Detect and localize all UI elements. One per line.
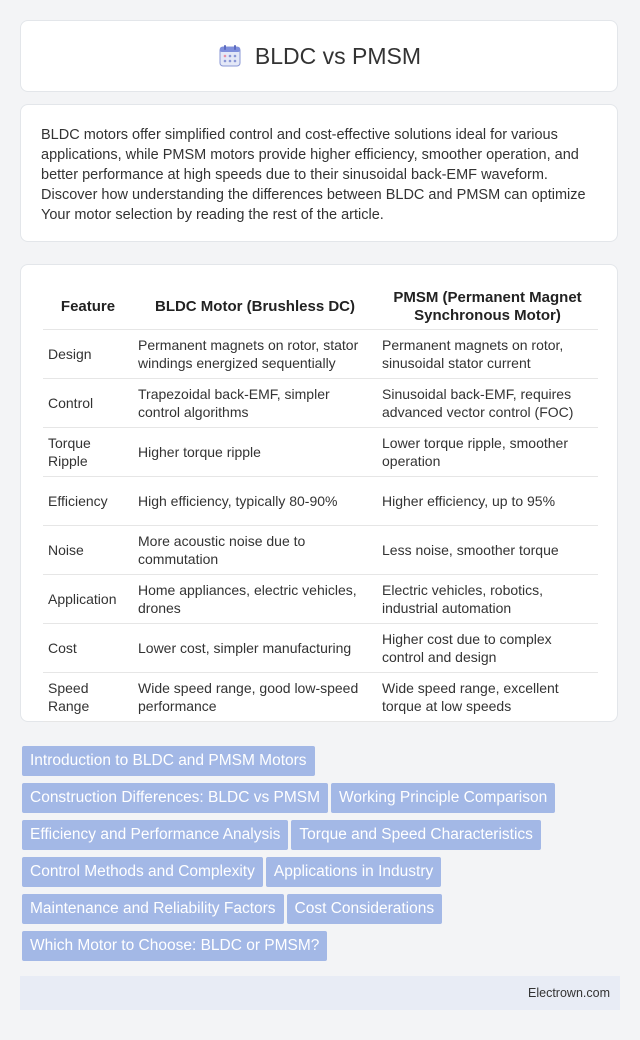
table-cell: Permanent magnets on rotor, stator windings energized sequentially: [133, 330, 377, 379]
topic-tag-link[interactable]: Which Motor to Choose: BLDC or PMSM?: [22, 931, 327, 961]
table-cell: Electric vehicles, robotics, industrial automation: [377, 575, 598, 624]
table-cell: Trapezoidal back-EMF, simpler control algorithms: [133, 379, 377, 428]
table-cell: Speed Range: [43, 673, 133, 722]
table-header-cell: BLDC Motor (Brushless DC): [133, 283, 377, 330]
footer-source: Electrown.com: [528, 986, 610, 1000]
table-cell: Application: [43, 575, 133, 624]
table-row: [43, 624, 598, 673]
table-cell: Design: [43, 330, 133, 379]
topic-tag-link[interactable]: Construction Differences: BLDC vs PMSM: [22, 783, 328, 813]
table-cell: Control: [43, 379, 133, 428]
table-row: [43, 330, 598, 379]
topic-tag-link[interactable]: Torque and Speed Characteristics: [291, 820, 541, 850]
table-cell: Sinusoidal back-EMF, requires advanced vector control (FOC): [377, 379, 598, 428]
intro-text: BLDC motors offer simplified control and cost-effective solutions ideal for various applications, while PMSM motors provide higher efficiency, smoother operation, and better performance at high speeds due to their sinusoidal back-EMF waveform. Discover how understanding the differences between BLDC and PMSM can optimize Your motor selection by reading the rest of the article.: [41, 127, 586, 223]
table-cell: Lower cost, simpler manufacturing: [133, 624, 377, 673]
table-cell: Lower torque ripple, smoother operation: [377, 428, 598, 477]
topic-tag-link[interactable]: Control Methods and Complexity: [22, 857, 263, 887]
table-header-cell: PMSM (Permanent Magnet Synchronous Motor): [377, 283, 598, 330]
table-row: [43, 428, 598, 477]
topic-tags: [22, 746, 622, 968]
table-cell: High efficiency, typically 80-90%: [133, 477, 377, 526]
table-row: [43, 477, 598, 526]
table-cell: Higher torque ripple: [133, 428, 377, 477]
comparison-table-card: [20, 264, 618, 722]
calendar-icon: [217, 43, 243, 69]
table-cell: Wide speed range, excellent torque at low speeds: [377, 673, 598, 722]
table-cell: Permanent magnets on rotor, sinusoidal stator current: [377, 330, 598, 379]
header-card: [20, 20, 618, 92]
page-title: BLDC vs PMSM: [254, 42, 422, 69]
table-cell: Noise: [43, 526, 133, 575]
table-row: [43, 673, 598, 722]
table-row: [43, 526, 598, 575]
table-cell: Torque Ripple: [43, 428, 133, 477]
topic-tag-link[interactable]: Cost Considerations: [287, 894, 443, 924]
topic-tag-link[interactable]: Applications in Industry: [266, 857, 441, 887]
table-cell: More acoustic noise due to commutation: [133, 526, 377, 575]
footer: [20, 976, 620, 1010]
table-row: [43, 575, 598, 624]
table-cell: Higher cost due to complex control and design: [377, 624, 598, 673]
table-cell: Higher efficiency, up to 95%: [377, 477, 598, 526]
table-cell: Home appliances, electric vehicles, drones: [133, 575, 377, 624]
table-cell: Cost: [43, 624, 133, 673]
topic-tag-link[interactable]: Efficiency and Performance Analysis: [22, 820, 288, 850]
table-row: [43, 379, 598, 428]
table-cell: Less noise, smoother torque: [377, 526, 598, 575]
topic-tag-link[interactable]: Maintenance and Reliability Factors: [22, 894, 284, 924]
topic-tag-link[interactable]: Introduction to BLDC and PMSM Motors: [22, 746, 315, 776]
table-header-row: [43, 283, 598, 330]
table-header-cell: Feature: [43, 283, 133, 330]
intro-card: [20, 104, 618, 242]
table-cell: Wide speed range, good low-speed performance: [133, 673, 377, 722]
table-cell: Efficiency: [43, 477, 133, 526]
topic-tag-link[interactable]: Working Principle Comparison: [331, 783, 555, 813]
comparison-table: [43, 283, 598, 722]
